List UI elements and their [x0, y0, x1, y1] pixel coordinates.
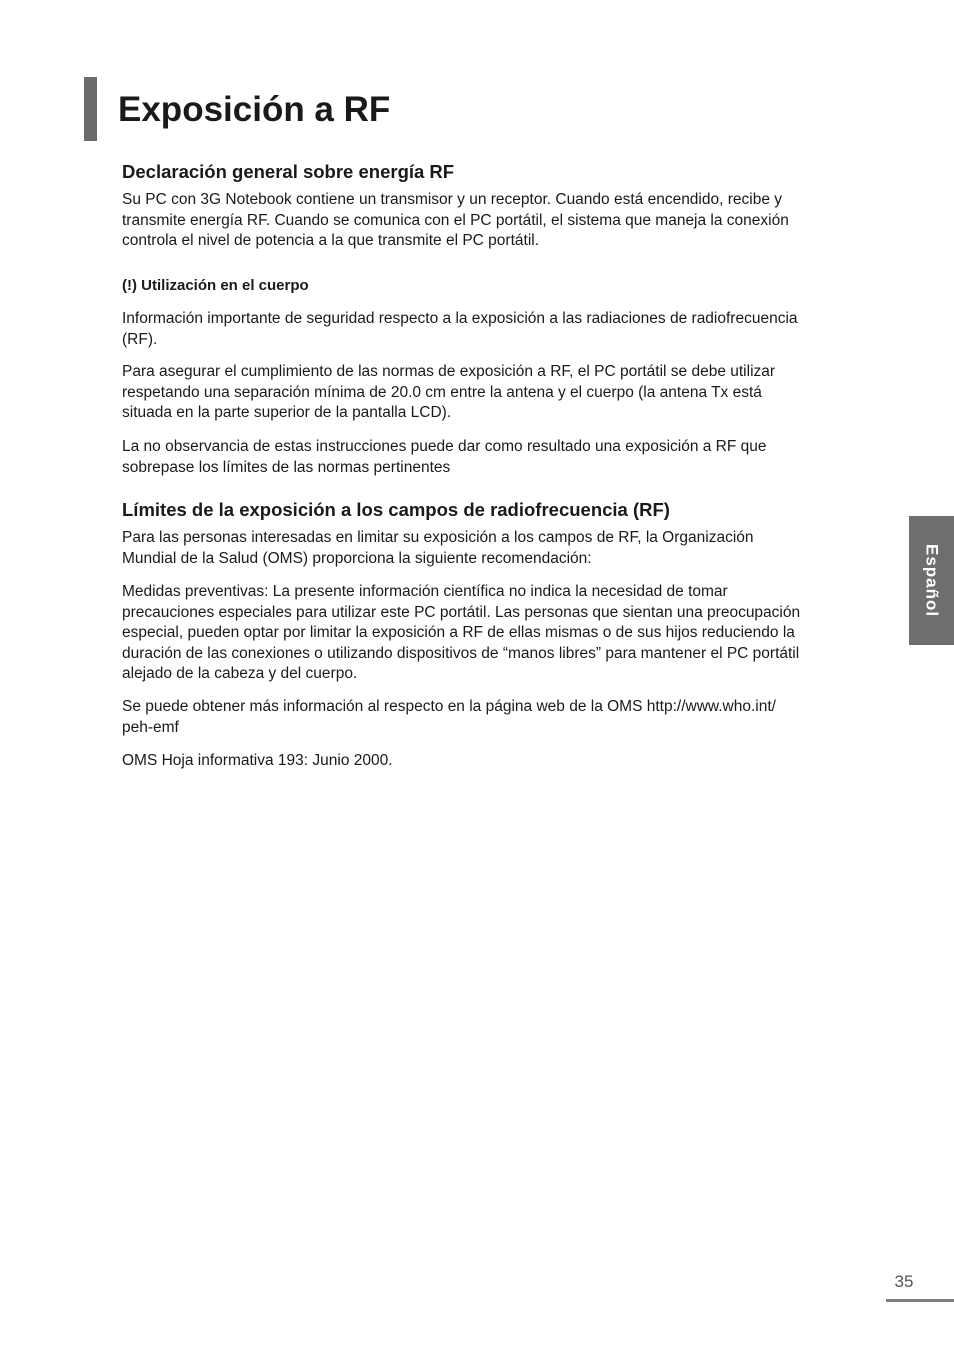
- paragraph-oms-recommendation: [122, 528, 754, 569]
- text-line: transmite energía RF. Cuando se comunica con el PC portátil, el sistema que maneja la conexión: [122, 211, 789, 229]
- text-line: especial, pueden optar por limitar la exposición a RF de ellas mismas o de sus hijos reduciendo la: [122, 624, 795, 641]
- page-number: 35: [894, 1272, 914, 1291]
- text-line: Mundial de la Salud (OMS) proporciona la siguiente recomendación:: [122, 549, 592, 567]
- section-heading-limits: Límites de la exposición a los campos de radiofrecuencia (RF): [122, 499, 670, 520]
- text-line: alejado de la cabeza y del cuerpo.: [122, 665, 358, 682]
- text-line: La no observancia de estas instrucciones puede dar como resultado una exposición a RF que: [122, 438, 767, 455]
- text-line: duración de las conexiones o utilizando dispositivos de “manos libres” para mantener el PC portátil: [122, 644, 800, 662]
- language-side-tab: [909, 516, 954, 645]
- page-number-rule: [886, 1299, 954, 1302]
- paragraph-preventive-measures: [122, 582, 800, 685]
- paragraph-fact-sheet: [122, 751, 393, 772]
- text-line: OMS Hoja informativa 193: Junio 2000.: [122, 752, 393, 769]
- text-line: respetando una separación mínima de 20.0 cm entre la antena y el cuerpo (la antena Tx está: [122, 383, 762, 401]
- text-line: Información importante de seguridad respecto a la exposición a las radiaciones de radiofrecuencia: [122, 310, 798, 327]
- paragraph-non-compliance: [122, 437, 767, 478]
- section-heading-general: Declaración general sobre energía RF: [122, 161, 455, 182]
- title-accent-bar: [84, 77, 97, 141]
- text-line: Su PC con 3G Notebook contiene un transmisor y un receptor. Cuando está encendido, recibe y: [122, 191, 782, 208]
- text-line: peh-emf: [122, 718, 179, 736]
- text-line: Para asegurar el cumplimiento de las normas de exposición a RF, el PC portátil se debe utilizar: [122, 363, 776, 380]
- text-line: situada en la parte superior de la pantalla LCD).: [122, 404, 452, 421]
- text-line: Para las personas interesadas en limitar su exposición a los campos de RF, la Organización: [122, 529, 754, 546]
- text-line: controla el nivel de potencia a la que transmite el PC portátil.: [122, 232, 540, 249]
- paragraph-general-statement: [122, 190, 789, 252]
- text-line: Medidas preventivas: La presente información científica no indica la necesidad de tomar: [122, 583, 728, 600]
- paragraph-safety-info: [122, 309, 798, 350]
- text-line: (RF).: [122, 330, 158, 348]
- subheading-body-use: (!) Utilización en el cuerpo: [122, 277, 309, 294]
- language-label: Español: [922, 543, 942, 618]
- text-line: precauciones especiales para utilizar este PC portátil. Las personas que sientan una preocupación: [122, 603, 801, 621]
- paragraph-separation: [122, 362, 775, 424]
- paragraph-more-info: [122, 697, 776, 738]
- text-line: sobrepase los límites de las normas pertinentes: [122, 458, 451, 476]
- page-title: Exposición a RF: [118, 90, 391, 129]
- text-line: Se puede obtener más información al respecto en la página web de la OMS http://www.who.int/: [122, 698, 776, 715]
